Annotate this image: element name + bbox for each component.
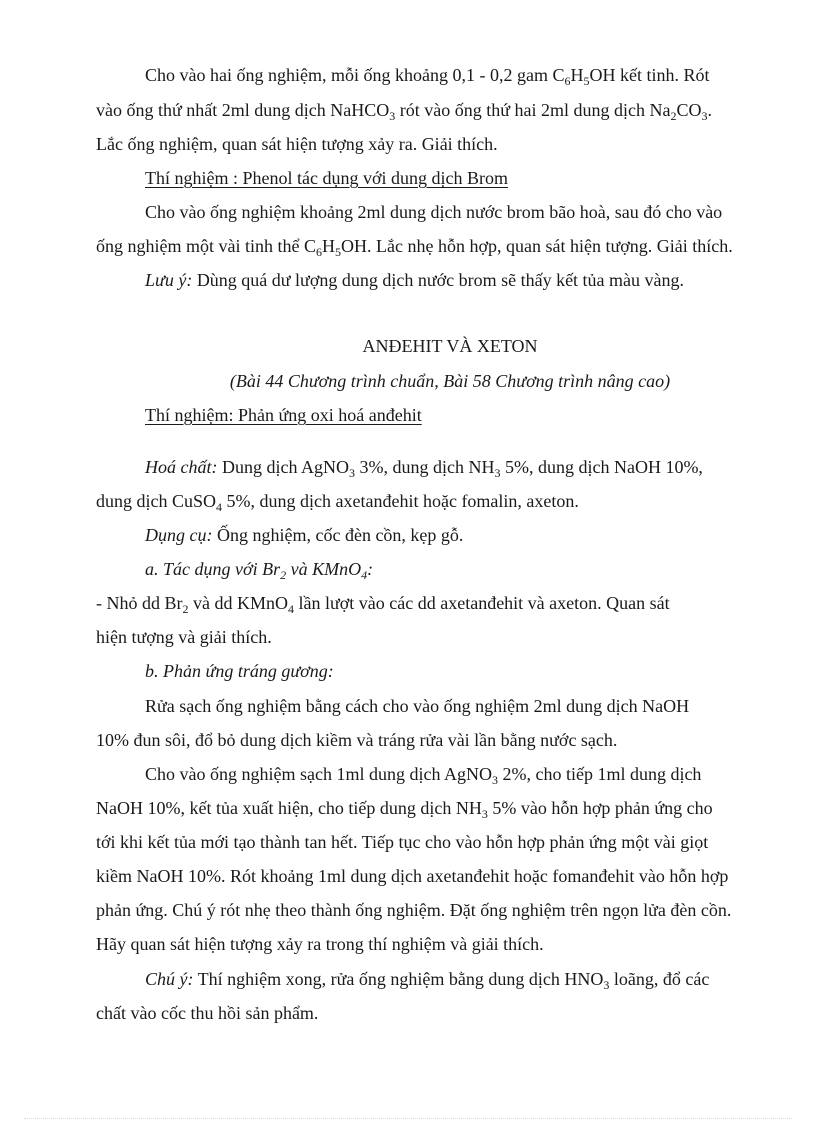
paragraph-line: Cho vào hai ống nghiệm, mỗi ống khoảng 0,1 - 0,2 gam $C_6H_5OH$ kết tinh. Rót <box>145 65 710 88</box>
section-subtitle: (Bài 44 Chương trình chuẩn, Bài 58 Chương trình nâng cao) <box>229 371 671 391</box>
experiment-heading: Thí nghiệm: Phản ứng oxi hoá anđehit <box>145 405 422 425</box>
paragraph-line: kiềm NaOH 10%. Rót khoảng 1ml dung dịch axetanđehit hoặc fomanđehit vào hỗn hợp <box>96 866 729 886</box>
paragraph-line: - Nhỏ dd $Br_2$ và dd KMnO$_4$ lần lượt vào các dd axetanđehit và axeton. Quan sát <box>96 593 670 616</box>
page-bottom-rule <box>24 1118 792 1119</box>
paragraph-line: phản ứng. Chú ý rót nhẹ theo thành ống nghiệm. Đặt ống nghiệm trên ngọn lửa đèn cồn. <box>96 900 732 920</box>
part-b-heading: b. Phản ứng tráng gương: <box>145 661 334 681</box>
chemicals-line: Hoá chất: Dung dịch AgNO$_3$ 3%, dung dịch $NH_3$ 5%, dung dịch NaOH 10%, <box>145 457 703 480</box>
experiment-heading: Thí nghiệm : Phenol tác dụng với dung dịch Brom <box>145 168 508 188</box>
part-a-heading: a. Tác dụng với $Br_2$ và KMnO$_4$: <box>145 559 374 582</box>
tools-line: Dụng cụ: Ống nghiệm, cốc đèn cồn, kẹp gỗ. <box>145 525 464 545</box>
note-line: Lưu ý: Dùng quá dư lượng dung dịch nước brom sẽ thấy kết tủa màu vàng. <box>145 270 685 290</box>
paragraph-line: Cho vào ống nghiệm sạch 1ml dung dịch AgNO$_3$ 2%, cho tiếp 1ml dung dịch <box>145 764 702 787</box>
paragraph-line: Rửa sạch ống nghiệm bằng cách cho vào ống nghiệm 2ml dung dịch NaOH <box>145 696 690 716</box>
paragraph-line: Hãy quan sát hiện tượng xảy ra trong thí nghiệm và giải thích. <box>96 934 544 954</box>
paragraph-line: 10% đun sôi, đổ bỏ dung dịch kiềm và tráng rửa vài lần bằng nước sạch. <box>96 730 618 750</box>
paragraph-line: chất vào cốc thu hồi sản phẩm. <box>96 1003 319 1023</box>
paragraph-line: NaOH 10%, kết tủa xuất hiện, cho tiếp dung dịch $NH_3$ 5% vào hỗn hợp phản ứng cho <box>96 798 713 821</box>
note-line: Chú ý: Thí nghiệm xong, rửa ống nghiệm bằng dung dịch $HNO_3$ loãng, đổ các <box>145 969 710 992</box>
paragraph-line: tới khi kết tủa mới tạo thành tan hết. Tiếp tục cho vào hỗn hợp phản ứng một vài giọt <box>96 832 709 852</box>
section-title: ANĐEHIT VÀ XETON <box>362 336 538 356</box>
paragraph-line: hiện tượng và giải thích. <box>96 627 272 647</box>
paragraph-line: Cho vào ống nghiệm khoảng 2ml dung dịch nước brom bão hoà, sau đó cho vào <box>145 202 723 222</box>
paragraph-line: dung dịch CuSO$_4$ 5%, dung dịch axetanđehit hoặc fomalin, axeton. <box>96 491 579 514</box>
paragraph-line: ống nghiệm một vài tinh thể $C_6H_5OH$. Lắc nhẹ hỗn hợp, quan sát hiện tượng. Giải thích. <box>96 236 733 259</box>
paragraph-line: Lắc ống nghiệm, quan sát hiện tượng xảy ra. Giải thích. <box>96 134 498 154</box>
paragraph-line: vào ống thứ nhất 2ml dung dịch NaHCO$_3$ rót vào ống thứ hai 2ml dung dịch $Na_2CO_3$. <box>96 100 712 123</box>
